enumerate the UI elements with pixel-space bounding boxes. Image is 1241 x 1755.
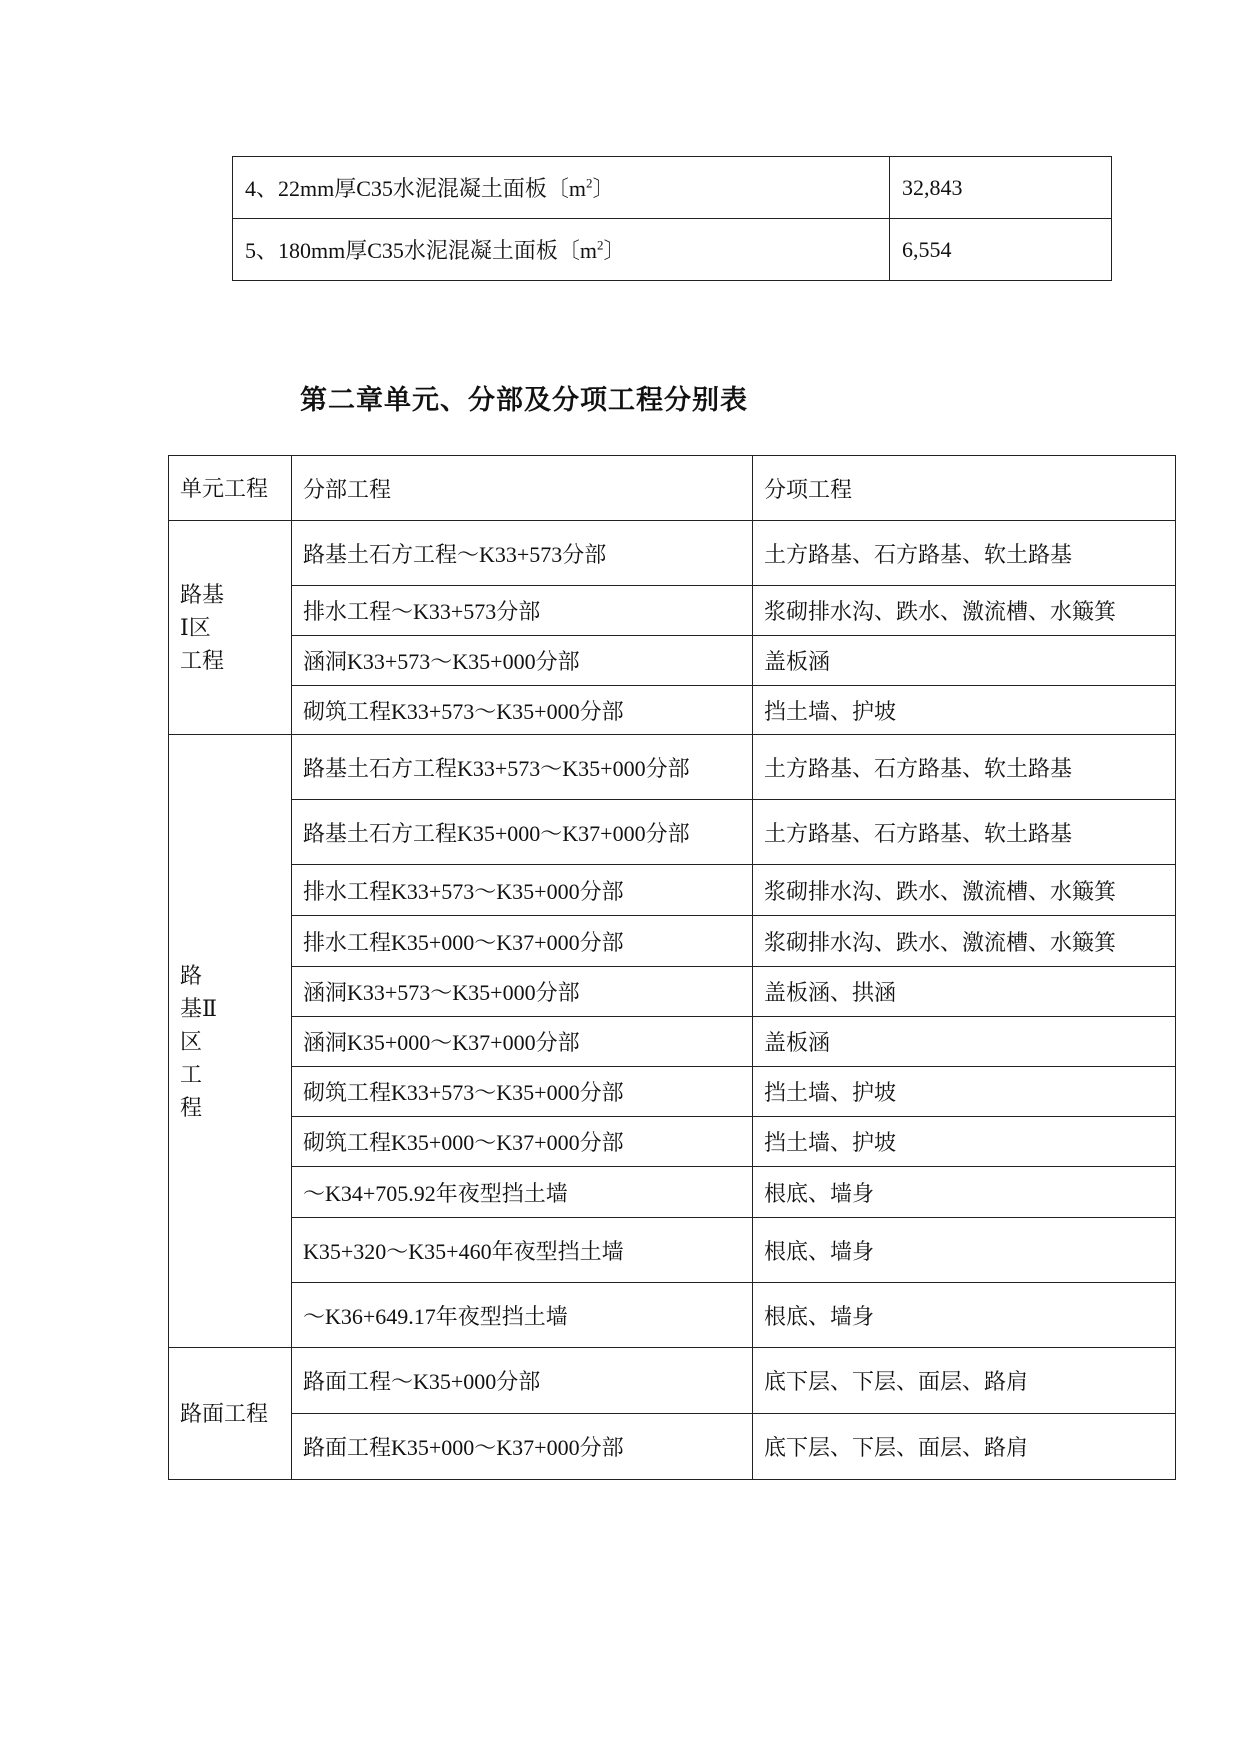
table-row xyxy=(169,1017,1176,1067)
division-cell: 涵洞K33+573～K35+000分部 xyxy=(292,636,753,686)
table-row xyxy=(169,1218,1176,1283)
table-row xyxy=(169,636,1176,686)
item-cell: 盖板涵 xyxy=(753,1017,1176,1067)
division-cell: 路面工程～K35+000分部 xyxy=(292,1348,753,1414)
header-row xyxy=(169,456,1176,521)
division-cell: K35+320～K35+460年夜型挡土墙 xyxy=(292,1218,753,1283)
table-row xyxy=(169,967,1176,1017)
item-cell: 根底、墙身 xyxy=(753,1167,1176,1218)
table-row xyxy=(169,686,1176,735)
quantity-item: 4、22mm厚C35水泥混凝土面板〔$m^2$〕 xyxy=(233,157,890,219)
division-cell: 砌筑工程K33+573～K35+000分部 xyxy=(292,686,753,735)
division-cell: 涵洞K35+000～K37+000分部 xyxy=(292,1017,753,1067)
quantity-value: 32,843 xyxy=(890,157,1112,219)
table-row xyxy=(169,1348,1176,1414)
quantity-value: 6,554 xyxy=(890,219,1112,281)
item-cell: 盖板涵、拱涵 xyxy=(753,967,1176,1017)
division-cell: 砌筑工程K35+000～K37+000分部 xyxy=(292,1117,753,1167)
quantity-item: 5、180mm厚C35水泥混凝土面板〔$m^2$〕 xyxy=(233,219,890,281)
header-item: 分项工程 xyxy=(753,456,1176,521)
division-cell: ～K34+705.92年夜型挡土墙 xyxy=(292,1167,753,1218)
item-cell: 底下层、下层、面层、路肩 xyxy=(753,1348,1176,1414)
item-cell: 土方路基、石方路基、软土路基 xyxy=(753,521,1176,586)
item-cell: 挡土墙、护坡 xyxy=(753,686,1176,735)
item-cell: 底下层、下层、面层、路肩 xyxy=(753,1414,1176,1480)
division-cell: ～K36+649.17年夜型挡土墙 xyxy=(292,1283,753,1348)
division-cell: 排水工程～K33+573分部 xyxy=(292,586,753,636)
table-row xyxy=(233,157,1112,219)
division-table xyxy=(168,455,1176,1480)
item-cell: 浆砌排水沟、跌水、激流槽、水簸箕 xyxy=(753,916,1176,967)
item-cell: 挡土墙、护坡 xyxy=(753,1067,1176,1117)
unit-cell: 路面工程 xyxy=(169,1348,292,1480)
division-cell: 路基土石方工程～K33+573分部 xyxy=(292,521,753,586)
division-cell: 排水工程K33+573～K35+000分部 xyxy=(292,865,753,916)
item-cell: 根底、墙身 xyxy=(753,1283,1176,1348)
division-cell: 路基土石方工程K35+000～K37+000分部 xyxy=(292,800,753,865)
item-cell: 盖板涵 xyxy=(753,636,1176,686)
item-cell: 浆砌排水沟、跌水、激流槽、水簸箕 xyxy=(753,865,1176,916)
table-row xyxy=(169,1414,1176,1480)
section-title: 第二章单元、分部及分项工程分别表 xyxy=(300,385,748,416)
header-unit: 单元工程 xyxy=(169,456,292,521)
quantity-table xyxy=(232,156,1112,281)
unit-cell: 路基 Ⅰ区 工程 xyxy=(169,521,292,735)
table-row xyxy=(169,735,1176,800)
table-row xyxy=(169,800,1176,865)
item-cell: 土方路基、石方路基、软土路基 xyxy=(753,800,1176,865)
item-cell: 浆砌排水沟、跌水、激流槽、水簸箕 xyxy=(753,586,1176,636)
division-cell: 路基土石方工程K33+573～K35+000分部 xyxy=(292,735,753,800)
item-cell: 土方路基、石方路基、软土路基 xyxy=(753,735,1176,800)
table-row xyxy=(169,586,1176,636)
table-row xyxy=(169,1117,1176,1167)
item-cell: 根底、墙身 xyxy=(753,1218,1176,1283)
table-row xyxy=(169,1067,1176,1117)
unit-cell: 路 基Ⅱ 区 工 程 xyxy=(169,735,292,1348)
table-row xyxy=(169,865,1176,916)
table-row xyxy=(233,219,1112,281)
item-cell: 挡土墙、护坡 xyxy=(753,1117,1176,1167)
table-row xyxy=(169,916,1176,967)
division-cell: 路面工程K35+000～K37+000分部 xyxy=(292,1414,753,1480)
table-row xyxy=(169,1167,1176,1218)
table-row xyxy=(169,521,1176,586)
division-cell: 涵洞K33+573～K35+000分部 xyxy=(292,967,753,1017)
table-row xyxy=(169,1283,1176,1348)
division-cell: 排水工程K35+000～K37+000分部 xyxy=(292,916,753,967)
header-division: 分部工程 xyxy=(292,456,753,521)
division-cell: 砌筑工程K33+573～K35+000分部 xyxy=(292,1067,753,1117)
